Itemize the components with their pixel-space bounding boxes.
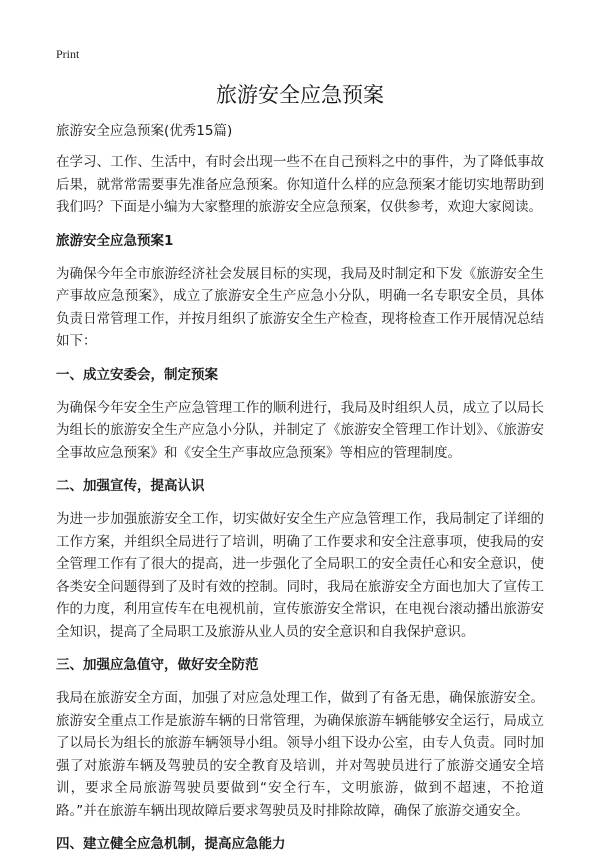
- page-title: 旅游安全应急预案: [56, 80, 544, 110]
- sections: [56, 231, 544, 854]
- document-subtitle: 旅游安全应急预案(优秀15篇): [56, 121, 544, 141]
- intro-paragraph: 在学习、工作、生活中，有时会出现一些不在自己预料之中的事件，为了降低事故后果，就常常需要事先准备应急预案。你知道什么样的应急预案才能切实地帮助到我们吗？下面是小编为大家整理的旅游安全应急预案，仅供参考，欢迎大家阅读。: [56, 151, 544, 219]
- section-paragraph-4: 我局在旅游安全方面，加强了对应急处理工作，做到了有备无患，确保旅游安全。旅游安全重点工作是旅游车辆的日常管理，为确保旅游车辆能够安全运行，局成立了以局长为组长的旅游车辆领导小组。领导小组下设办公室，由专人负责。同时加强了对旅游车辆及驾驶员的安全教育及培训，并对驾驶员进行了旅游交通安全培训，要求全局旅游驾驶员要做到“安全行车，文明旅游，做到不超速，不抢道路。”并在旅游车辆出现故障后要求驾驶员及时排除故障，确保了旅游交通安全。: [56, 687, 544, 822]
- section-heading-5: 四、建立健全应急机制，提高应急能力: [56, 834, 544, 854]
- section-paragraph-1: 为确保今年全市旅游经济社会发展目标的实现，我局及时制定和下发《旅游安全生产事故应急预案》，成立了旅游安全生产应急小分队，明确一名专职安全员，具体负责日常管理工作，并按月组织了旅游安全生产检查，现将检查工作开展情况总结如下：: [56, 263, 544, 353]
- section-heading-2: 一、成立安委会，制定预案: [56, 365, 544, 385]
- section-heading-1: 旅游安全应急预案1: [56, 231, 544, 251]
- section-paragraph-3: 为进一步加强旅游安全工作，切实做好安全生产应急管理工作，我局制定了详细的工作方案，并组织全局进行了培训，明确了工作要求和安全注意事项，使我局的安全管理工作有了很大的提高，进一步强化了全局职工的安全责任心和安全意识，使各类安全问题得到了及时有效的控制。同时，我局在旅游安全方面也加大了宣传工作的力度，利用宣传车在电视机前，宣传旅游安全常识，在电视台滚动播出旅游安全知识，提高了全局职工及旅游从业人员的安全意识和自我保护意识。: [56, 508, 544, 643]
- print-label: Print: [56, 45, 544, 63]
- section-paragraph-2: 为确保今年安全生产应急管理工作的顺利进行，我局及时组织人员，成立了以局长为组长的旅游安全生产应急小分队，并制定了《旅游安全管理工作计划》、《旅游安全事故应急预案》和《安全生产事故应急预案》等相应的管理制度。: [56, 397, 544, 465]
- section-heading-4: 三、加强应急值守，做好安全防范: [56, 655, 544, 675]
- section-heading-3: 二、加强宣传，提高认识: [56, 476, 544, 496]
